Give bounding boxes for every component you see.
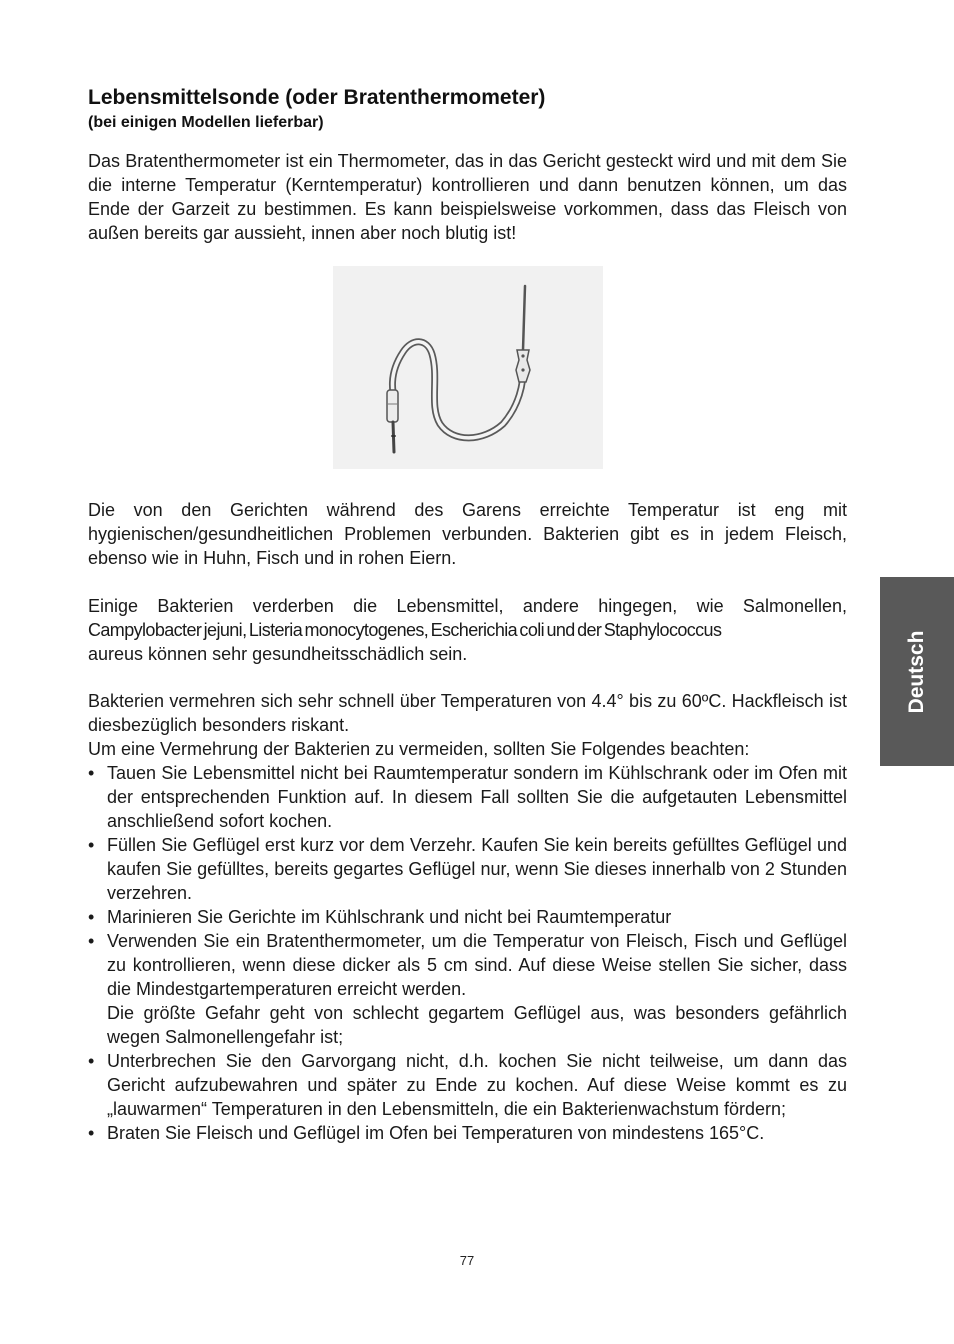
- temperature-text: Bakterien vermehren sich sehr schnell über Temperaturen von 4.4° bis zu 60ºC. Hackfleisch ist diesbezüglich besonders riskant.: [88, 691, 847, 735]
- bacteria-line-3: aureus können sehr gesundheitsschädlich sein.: [88, 644, 468, 664]
- bullet-marker: •: [88, 931, 95, 951]
- list-item-text: Tauen Sie Lebensmittel nicht bei Raumtemperatur sondern im Kühlschrank oder im Ofen mit der entsprechenden Funktion auf. In diesem Fall sollten Sie die aufgetauten Lebensmittel anschließend sofort kochen.: [107, 763, 847, 831]
- page-title: Lebensmittelsonde (oder Bratenthermometer): [88, 86, 546, 109]
- list-item-text: Marinieren Sie Gerichte im Kühlschrank und nicht bei Raumtemperatur: [107, 907, 672, 927]
- list-item: [88, 833, 847, 905]
- page-number: 77: [459, 1253, 475, 1268]
- meat-probe-image: [333, 266, 603, 469]
- list-item: [88, 929, 847, 1049]
- temperature-paragraph: [88, 689, 847, 761]
- bullet-marker: •: [88, 763, 95, 783]
- advice-list: [88, 761, 847, 1145]
- meat-probe-illustration: [333, 266, 603, 469]
- advice-intro: Um eine Vermehrung der Bakterien zu vermeiden, sollten Sie Folgendes beachten:: [88, 739, 750, 759]
- intro-paragraph: Das Bratenthermometer ist ein Thermometer, das in das Gericht gesteckt wird und mit dem Sie die interne Temperatur (Kerntemperatur) kontrollieren und dann benutzen können, um das Ende der Garzeit zu bestimmen. Es kann beispielsweise vorkommen, dass das Fleisch von außen bereits gar aussieht, innen aber noch blutig ist!: [88, 151, 847, 243]
- list-item-text: Unterbrechen Sie den Garvorgang nicht, d.h. kochen Sie nicht teilweise, um dann das Gericht aufzubewahren und später zu Ende zu kochen. Auf diese Weise kommt es zu „lauwarmen“ Temperaturen in den Lebensmitteln, die ein Bakterienwachstum fördern;: [107, 1051, 847, 1119]
- list-item-text: Braten Sie Fleisch und Geflügel im Ofen bei Temperaturen von mindestens 165°C.: [107, 1123, 765, 1143]
- language-tab: [880, 577, 954, 766]
- bullet-marker: •: [88, 1123, 95, 1143]
- list-item-text: Verwenden Sie ein Bratenthermometer, um die Temperatur von Fleisch, Fisch und Geflügel zu kontrollieren, wenn diese dicker als 5 cm sind. Auf diese Weise stellen Sie sicher, dass die Mindestgartemperaturen erreicht werden.: [107, 931, 847, 999]
- bacteria-line-2: Campylobacter jejuni, Listeria monocytogenes, Escherichia coli und der Staphylococcus: [88, 620, 722, 640]
- bullet-marker: •: [88, 907, 95, 927]
- list-item-text: Füllen Sie Geflügel erst kurz vor dem Verzehr. Kaufen Sie kein bereits gefülltes Geflügel und kaufen Sie gefülltes, bereits gegartes Geflügel nur, wenn Sie dieses innerhalb von 2 Stunden verzehren.: [107, 835, 847, 903]
- bacteria-paragraph: [88, 594, 847, 666]
- list-item: [88, 905, 847, 929]
- list-item: [88, 1121, 847, 1145]
- list-item: [88, 761, 847, 833]
- language-tab-label: Deutsch: [905, 630, 928, 713]
- list-item: [88, 1049, 847, 1121]
- page-subtitle: (bei einigen Modellen lieferbar): [88, 114, 324, 131]
- bullet-marker: •: [88, 835, 95, 855]
- bullet-marker: •: [88, 1051, 95, 1071]
- bacteria-line-1: Einige Bakterien verderben die Lebensmittel, andere hingegen, wie Salmonellen,: [88, 596, 847, 616]
- list-item-continuation: Die größte Gefahr geht von schlecht gegartem Geflügel aus, was besonders gefährlich wegen Salmonellengefahr ist;: [107, 1003, 847, 1047]
- hygiene-paragraph: Die von den Gerichten während des Garens erreichte Temperatur ist eng mit hygienischen/gesundheitlichen Problemen verbunden. Bakterien gibt es in jedem Fleisch, ebenso wie in Huhn, Fisch und in rohen Eiern.: [88, 500, 847, 568]
